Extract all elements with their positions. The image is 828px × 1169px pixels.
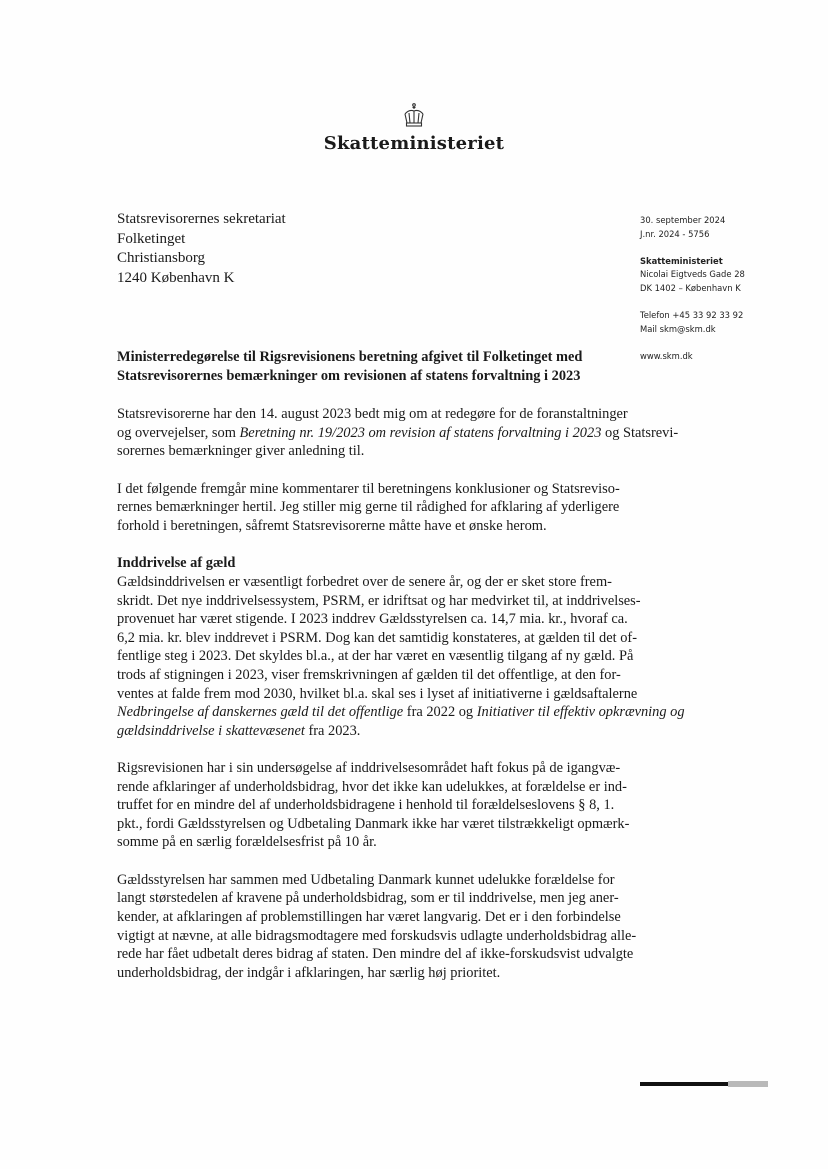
sender-street: Nicolai Eigtveds Gade 28 [640,269,745,280]
text-line: Gældsinddrivelsen er væsentligt forbedret over de senere år, og der er sket store frem- [117,573,612,590]
section-heading: Inddrivelse af gæld [117,555,236,572]
report-title: Beretning nr. 19/2023 om revision af statens forvaltning i 2023 [239,424,602,441]
text-line: skridt. Det nye inddrivelsessystem, PSRM, er idriftsat og har medvirket til, at inddrivelses- [117,592,641,609]
sender-phone: Telefon +45 33 92 33 92 [640,309,744,320]
text-line: underholdsbidrag, der indgår i afklaringen, har særlig høj prioritet. [117,964,501,981]
text-line: forhold i beretningen, såfremt Statsrevisorerne måtte have et ønske herom. [117,517,547,534]
sender-org: Skatteministeriet [640,255,723,266]
text-line: Gældsstyrelsen har sammen med Udbetaling Danmark kunnet udelukke forældelse for [117,871,615,888]
text-line: vigtigt at nævne, at alle bidragsmodtagere med forskudsvis udlagte underholdsbidrag alle- [117,927,637,944]
text-line: rernes bemærkninger hertil. Jeg stiller mig gerne til rådighed for afklaring af yderligere [117,499,620,516]
letter-title [117,348,612,385]
text-line: fentlige steg i 2023. Det skyldes bl.a., at der har været en væsentlig tilgang af ny gæld. På [117,648,634,665]
title-line: Statsrevisorernes bemærkninger om revisionen af statens forvaltning i 2023 [117,367,581,384]
sender-city: DK 1402 – København K [640,283,741,294]
title-line: Ministerredegørelse til Rigsrevisionens beretning afgivet til Folketinget med [117,349,583,365]
text-line: Rigsrevisionen har i sin undersøgelse af inddrivelsesområdet haft fokus på de igangvæ- [117,760,621,777]
text-line: somme på en særlig forældelsesfrist på 10 år. [117,834,377,851]
text-line: 6,2 mia. kr. blev inddrevet i PSRM. Dog kan det samtidig konstateres, at gælden til det of- [117,629,637,646]
text-line: pkt., fordi Gældsstyrelsen og Udbetaling Danmark ikke har været tilstrækkeligt opmærk- [117,815,630,832]
text-line: rende afklaringer af underholdsbidrag, hvor det ikke kan udelukkes, at forældelse er ind- [117,778,627,795]
recipient-address [117,210,286,288]
journal-number: J.nr. 2024 - 5756 [640,228,710,239]
recipient-line: Christiansborg [117,250,206,266]
recipient-line: Folketinget [117,230,186,247]
text-line: sorernes bemærkninger giver anledning til. [117,443,365,460]
text-line: rede har fået udbetalt deres bidrag af staten. Den mindre del af ikke-forskudsvist udvalgte [117,946,634,963]
text-line: langt størstedelen af kravene på underholdsbidrag, som er til inddrivelse, men jeg aner- [117,890,619,907]
footer-bar-light [728,1081,768,1087]
text-line: provenuet har været stigende. I 2023 inddrev Gældsstyrelsen ca. 14,7 mia. kr., hvoraf ca. [117,611,628,628]
text-line: kender, at afklaringen af problemstillingen har været langvarig. Det er i den forbindelse [117,909,621,926]
text-line: gældsinddrivelse i skattevæsenet fra 2023. [117,722,361,739]
paragraph [117,759,630,852]
sender-mail: Mail skm@skm.dk [640,323,716,334]
footer-bar-dark [640,1082,728,1086]
paragraph [117,405,679,461]
ministry-logo [0,102,828,154]
text-line: truffet for en mindre del af underholdsbidragene i henhold til forældelseslovens § 8, 1. [117,797,615,814]
text-line: Statsrevisorerne har den 14. august 2023 bedt mig om at redegøre for de foranstaltninger [117,406,628,423]
ministry-name: Skatteministeriet [323,133,505,154]
recipient-line: 1240 København K [117,269,235,286]
footer-bar [640,1081,768,1087]
recipient-line: Statsrevisorernes sekretariat [117,211,286,227]
text-line: og overvejelser, som Beretning nr. 19/2023 om revision af statens forvaltning i 2023 og Statsrevi- [117,424,679,441]
sender-web: www.skm.dk [640,350,693,361]
sender-info [640,214,800,363]
text-line: ventes at falde frem mod 2030, hvilket bl.a. skal ses i lyset af initiativerne i gældsaftalerne [117,685,638,702]
letter-date: 30. september 2024 [640,215,726,225]
paragraph [117,871,637,983]
text-line: trods af stigningen i 2023, viser fremskrivningen af gælden til det offentlige, at den for- [117,666,621,683]
paragraph [117,480,620,536]
paragraph [117,554,685,740]
royal-crown-icon [399,102,429,132]
text-line: Nedbringelse af danskernes gæld til det offentlige fra 2022 og Initiativer til effektiv opkrævning og [117,704,685,721]
text-line: I det følgende fremgår mine kommentarer til beretningens konklusioner og Statsreviso- [117,480,620,497]
